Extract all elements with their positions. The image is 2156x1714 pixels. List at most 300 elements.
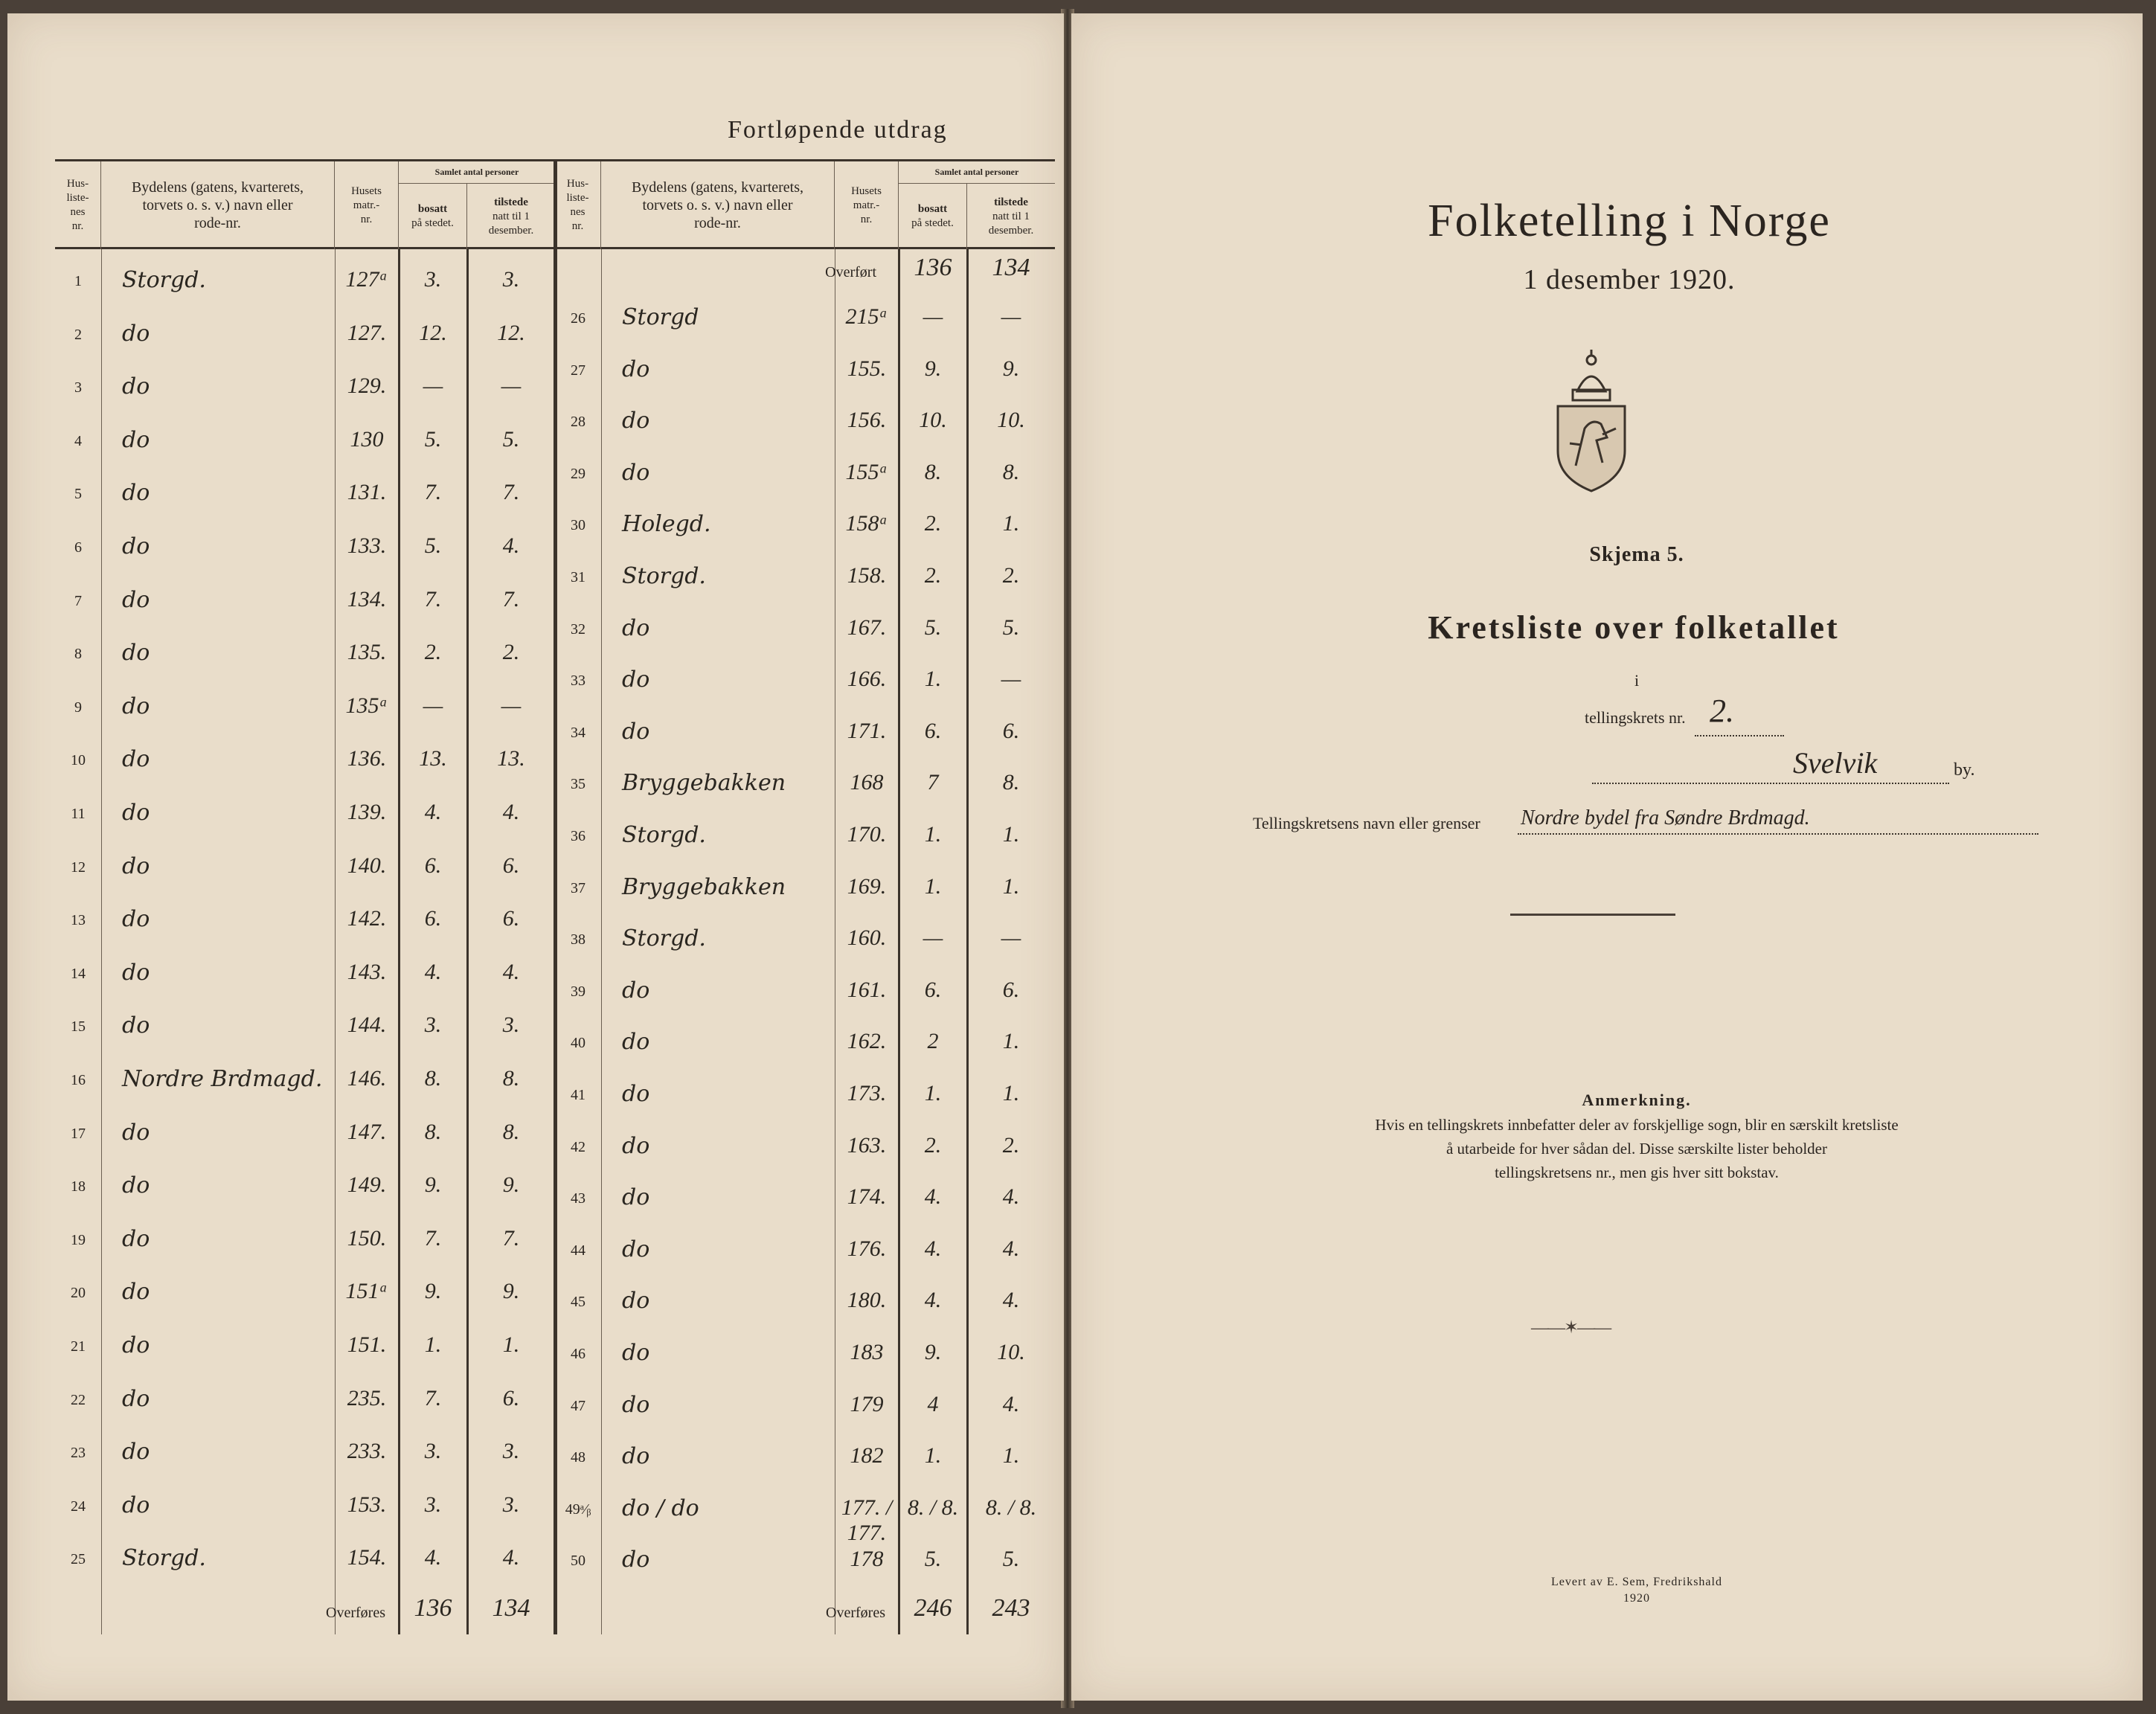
header-persons xyxy=(399,161,555,249)
row-tilstede: 9. xyxy=(502,1279,520,1304)
row-street: do xyxy=(622,667,650,693)
row-bosatt: 6. xyxy=(424,853,442,878)
row-bosatt: 3. xyxy=(424,1439,442,1464)
row-number: 28 xyxy=(571,414,585,431)
row-street: do xyxy=(122,480,150,507)
row-bosatt: 4. xyxy=(424,1545,442,1570)
table-row xyxy=(555,1020,1055,1071)
row-number: 26 xyxy=(571,310,585,327)
row-tilstede: 1. xyxy=(1002,873,1020,899)
table-row xyxy=(555,658,1055,708)
table-row xyxy=(55,791,555,841)
row-tilstede: 1. xyxy=(502,1332,520,1357)
row-tilstede: 1. xyxy=(1002,822,1020,847)
row-bosatt: 4. xyxy=(424,959,442,984)
row-matr: 143. xyxy=(347,959,387,984)
row-street: do xyxy=(122,586,150,613)
row-matr: 179 xyxy=(850,1391,884,1416)
row-street: do xyxy=(122,533,150,559)
row-tilstede: — xyxy=(501,373,522,399)
tellingskrets-value: 2. xyxy=(1710,693,1734,729)
row-number: 12 xyxy=(71,858,86,876)
row-tilstede: 4. xyxy=(1002,1288,1020,1313)
row-street: do xyxy=(122,853,150,879)
carry-in-tilstede: 134 xyxy=(992,254,1030,281)
row-tilstede: 1. xyxy=(1002,511,1020,536)
row-street: do xyxy=(122,1439,150,1466)
row-matr: 171. xyxy=(847,718,887,743)
row-tilstede: — xyxy=(501,693,522,718)
row-number: 43 xyxy=(571,1190,585,1207)
header-line: tilstede xyxy=(494,196,528,208)
row-bosatt: 5. xyxy=(424,426,442,452)
table-row xyxy=(55,578,555,629)
row-number: 6 xyxy=(74,539,82,556)
row-tilstede: 4. xyxy=(502,1545,520,1570)
row-matr: 130 xyxy=(350,426,384,452)
row-number: 49ᵃ⁄ᵦ xyxy=(565,1500,591,1518)
row-bosatt: 2. xyxy=(924,563,942,588)
row-street: do xyxy=(122,373,150,400)
row-number: 16 xyxy=(71,1072,86,1088)
row-tilstede: 6. xyxy=(1002,718,1020,743)
table-row xyxy=(55,524,555,575)
row-street: do xyxy=(622,1443,650,1470)
table-row xyxy=(555,1486,1055,1545)
row-bosatt: 7. xyxy=(424,1225,442,1251)
row-tilstede: 3. xyxy=(502,1439,520,1464)
row-bosatt: 5. xyxy=(924,614,942,640)
preposition-i: i xyxy=(1634,671,1640,690)
row-bosatt: 4. xyxy=(924,1288,942,1313)
table-row xyxy=(555,1434,1055,1485)
header-bosatt xyxy=(399,184,467,249)
header-line: Bydelens (gatens, kvarterets, xyxy=(631,179,804,196)
header-line: liste- xyxy=(566,192,589,204)
header-line: matr.- xyxy=(853,199,880,211)
table-row xyxy=(555,554,1055,605)
sheet-title: Fortløpende utdrag xyxy=(728,116,948,144)
row-number: 47 xyxy=(571,1397,585,1414)
row-tilstede: 1. xyxy=(1002,1081,1020,1105)
row-number: 50 xyxy=(571,1553,585,1570)
row-tilstede: 8. xyxy=(502,1119,520,1144)
row-tilstede: — xyxy=(1001,304,1021,329)
row-tilstede: 7. xyxy=(502,586,520,612)
row-street: do xyxy=(622,1236,650,1262)
row-street: do xyxy=(122,1225,150,1252)
row-bosatt: 2 xyxy=(927,1029,939,1054)
row-bosatt: 8. xyxy=(424,1066,442,1091)
row-matr: 162. xyxy=(847,1029,887,1054)
row-street: Storgd. xyxy=(622,563,706,589)
row-tilstede: — xyxy=(1001,667,1021,692)
row-number: 36 xyxy=(571,828,585,844)
census-date: 1 desember 1920. xyxy=(1523,264,1736,295)
carry-in-label: Overført xyxy=(825,264,876,280)
row-bosatt: 9. xyxy=(924,1340,942,1364)
row-matr: 180. xyxy=(847,1288,887,1313)
row-bosatt: 8. xyxy=(924,459,942,484)
form-title: Folketelling i Norge xyxy=(1428,196,1831,246)
row-bosatt: — xyxy=(923,304,943,329)
row-tilstede: 4. xyxy=(1002,1391,1020,1416)
row-street: Storgd xyxy=(622,304,699,330)
carry-out-label: Overføres xyxy=(826,1605,885,1621)
total-bosatt: 136 xyxy=(414,1594,452,1622)
norway-coat-of-arms-icon xyxy=(1547,347,1635,492)
row-tilstede: 10. xyxy=(997,408,1025,433)
header-line: desember. xyxy=(488,224,534,237)
printer-year: 1920 xyxy=(1623,1592,1650,1605)
row-number: 41 xyxy=(571,1087,585,1103)
tellingskrets-underline xyxy=(1695,735,1784,736)
row-street: do xyxy=(122,1492,150,1518)
table-row xyxy=(55,1270,555,1320)
row-street: do xyxy=(122,1119,150,1146)
header-line: rode-nr. xyxy=(694,215,741,231)
row-matr: 183 xyxy=(850,1340,884,1364)
row-matr: 151. xyxy=(347,1332,387,1357)
row-bosatt: 1. xyxy=(924,873,942,899)
table-row xyxy=(555,1538,1055,1588)
row-matr: 129. xyxy=(347,373,387,399)
row-street: do xyxy=(122,746,150,773)
row-bosatt: 10. xyxy=(919,408,947,433)
table-row xyxy=(555,813,1055,864)
row-street: Storgd. xyxy=(622,925,706,952)
header-line: nr. xyxy=(860,213,873,225)
header-line: Hus- xyxy=(66,178,89,190)
row-bosatt: 3. xyxy=(424,267,442,292)
row-matr: 167. xyxy=(847,614,887,640)
carry-in-bosatt: 136 xyxy=(914,254,952,281)
header-line: bosatt xyxy=(417,203,448,215)
row-bosatt: 7. xyxy=(424,586,442,612)
row-street: do xyxy=(122,959,150,986)
row-tilstede: 9. xyxy=(502,1172,520,1198)
table-row xyxy=(555,969,1055,1019)
row-number: 14 xyxy=(71,965,86,982)
row-bosatt: 13. xyxy=(419,746,447,771)
row-bosatt: 1. xyxy=(424,1332,442,1357)
town-value: Svelvik xyxy=(1793,746,1878,780)
row-street: do xyxy=(622,718,650,745)
boundary-underline xyxy=(1518,833,2038,835)
row-matr: 233. xyxy=(347,1439,387,1464)
row-tilstede: 13. xyxy=(497,746,525,771)
header-line: torvets o. s. v.) navn eller xyxy=(142,197,293,214)
row-tilstede: 4. xyxy=(502,959,520,984)
header-house-list-nr xyxy=(55,161,101,249)
table-row xyxy=(55,737,555,788)
header-line: desember. xyxy=(988,224,1034,237)
header-line: nr. xyxy=(571,220,584,232)
row-number: 19 xyxy=(71,1231,86,1248)
header-line: nr. xyxy=(360,213,373,225)
row-bosatt: 4. xyxy=(424,800,442,824)
row-tilstede: 2. xyxy=(502,640,520,665)
row-matr: 139. xyxy=(347,800,387,824)
row-bosatt: 9. xyxy=(424,1279,442,1304)
row-matr: 182 xyxy=(850,1443,884,1469)
header-persons-group: Samlet antal personer xyxy=(899,161,1055,184)
header-line: nr. xyxy=(71,220,84,232)
row-matr: 135ᵃ xyxy=(345,693,388,718)
header-line: på stedet. xyxy=(911,217,954,229)
remark-line-1: Hvis en tellingskrets innbefatter deler av forskjellige sogn, blir en særskilt kretsliste xyxy=(1375,1116,1899,1134)
row-bosatt: 8. xyxy=(424,1119,442,1144)
row-street: do xyxy=(622,1132,650,1159)
header-street-name xyxy=(601,161,835,249)
row-matr: 170. xyxy=(847,822,887,847)
table-row xyxy=(555,1175,1055,1226)
row-number: 39 xyxy=(571,983,585,1000)
row-tilstede: 3. xyxy=(502,1012,520,1038)
table-row xyxy=(555,451,1055,501)
row-number: 8 xyxy=(74,646,82,663)
row-tilstede: 6. xyxy=(502,853,520,878)
row-tilstede: 5. xyxy=(502,426,520,452)
row-number: 10 xyxy=(71,752,86,769)
row-matr: 142. xyxy=(347,906,387,931)
list-heading: Kretsliste over folketallet xyxy=(1428,609,1840,646)
row-tilstede: 1. xyxy=(1002,1443,1020,1469)
row-number: 35 xyxy=(571,776,585,793)
table-row xyxy=(55,684,555,735)
header-line: tilstede xyxy=(994,196,1028,208)
row-matr: 151ᵃ xyxy=(345,1279,388,1304)
row-tilstede: 8. / 8. xyxy=(985,1495,1037,1520)
row-bosatt: 2. xyxy=(924,511,942,536)
row-street: do xyxy=(622,614,650,641)
row-matr: 156. xyxy=(847,408,887,433)
row-number: 34 xyxy=(571,724,585,741)
table-row xyxy=(55,258,555,309)
table-row xyxy=(55,631,555,681)
header-line: Hus- xyxy=(566,178,589,190)
row-street: do xyxy=(122,1385,150,1412)
header-bosatt xyxy=(899,184,967,249)
row-number: 20 xyxy=(71,1285,86,1302)
total-tilstede: 134 xyxy=(492,1594,530,1622)
row-tilstede: 8. xyxy=(1002,459,1020,484)
row-number: 15 xyxy=(71,1018,86,1036)
row-street: do xyxy=(122,693,150,719)
header-tilstede xyxy=(967,184,1055,249)
row-tilstede: 7. xyxy=(502,480,520,505)
row-street: do xyxy=(122,320,150,347)
row-tilstede: 6. xyxy=(502,1385,520,1410)
row-number: 44 xyxy=(571,1242,585,1259)
row-tilstede: 5. xyxy=(1002,1547,1020,1572)
row-street: do / do xyxy=(622,1495,699,1521)
row-number: 21 xyxy=(71,1338,86,1355)
row-street: do xyxy=(122,426,150,453)
row-number: 4 xyxy=(74,432,82,449)
row-matr: 235. xyxy=(347,1385,387,1410)
header-line: Husets xyxy=(851,184,882,197)
header-street-name xyxy=(101,161,335,249)
row-bosatt: 1. xyxy=(924,667,942,692)
table-row xyxy=(55,1057,555,1108)
table-row xyxy=(55,365,555,415)
row-number: 32 xyxy=(571,620,585,638)
table-row xyxy=(55,1430,555,1480)
row-street: Nordre Brdmagd. xyxy=(122,1066,323,1092)
table-row xyxy=(55,1111,555,1161)
table-row xyxy=(55,844,555,895)
row-tilstede: 4. xyxy=(1002,1236,1020,1261)
tellingskrets-label: tellingskrets nr. xyxy=(1585,708,1686,727)
row-street: do xyxy=(622,1184,650,1211)
row-number: 5 xyxy=(74,486,82,503)
header-line: på stedet. xyxy=(411,217,454,229)
row-number: 22 xyxy=(71,1391,86,1408)
table-header xyxy=(555,161,1055,249)
printer-name: Levert av E. Sem, Fredrikshald xyxy=(1551,1576,1722,1588)
header-line: Bydelens (gatens, kvarterets, xyxy=(131,179,304,196)
row-matr: 134. xyxy=(347,586,387,612)
row-matr: 146. xyxy=(347,1066,387,1091)
row-matr: 131. xyxy=(347,480,387,505)
header-matr-nr xyxy=(835,161,899,249)
carry-out-label: Overføres xyxy=(326,1605,385,1621)
table-row xyxy=(555,1383,1055,1434)
row-bosatt: 5. xyxy=(424,533,442,558)
remark-line-3: tellingskretsens nr., men gis hver sitt bokstav. xyxy=(1495,1163,1779,1181)
remark-line-2: å utarbeide for hver sådan del. Disse særskilte lister beholder xyxy=(1446,1140,1827,1158)
row-bosatt: 4 xyxy=(927,1391,939,1416)
table-row xyxy=(55,418,555,469)
row-matr: 161. xyxy=(847,977,887,1002)
row-tilstede: — xyxy=(1001,925,1021,951)
header-tilstede xyxy=(467,184,555,249)
row-matr: 127. xyxy=(347,320,387,345)
header-line: natt til 1 xyxy=(992,210,1030,222)
row-tilstede: 3. xyxy=(502,267,520,292)
row-street: do xyxy=(622,1391,650,1418)
row-street: do xyxy=(622,356,650,382)
row-tilstede: 5. xyxy=(1002,614,1020,640)
row-tilstede: 6. xyxy=(1002,977,1020,1002)
row-matr: 127ᵃ xyxy=(345,267,388,292)
row-number: 40 xyxy=(571,1035,585,1052)
row-street: do xyxy=(622,1029,650,1056)
row-bosatt: 9. xyxy=(424,1172,442,1198)
row-matr: 136. xyxy=(347,746,387,771)
row-tilstede: 2. xyxy=(1002,563,1020,588)
row-bosatt: 1. xyxy=(924,1081,942,1105)
table-right-half xyxy=(555,161,1055,1634)
row-bosatt: 6. xyxy=(924,718,942,743)
header-house-list-nr xyxy=(555,161,601,249)
row-matr: 168 xyxy=(850,770,884,795)
boundary-label: Tellingskretsens navn eller grenser xyxy=(1253,814,1480,832)
row-bosatt: 1. xyxy=(924,822,942,847)
table-header xyxy=(55,161,555,249)
total-bosatt: 246 xyxy=(914,1594,952,1622)
row-street: Storgd. xyxy=(122,267,206,293)
row-matr: 153. xyxy=(347,1492,387,1517)
table-row xyxy=(555,1124,1055,1175)
table-row xyxy=(55,1004,555,1054)
row-number: 45 xyxy=(571,1294,585,1311)
header-line: torvets o. s. v.) navn eller xyxy=(642,197,793,214)
table-row xyxy=(555,399,1055,449)
row-number: 7 xyxy=(74,592,82,609)
right-page xyxy=(1071,13,2143,1701)
table-row xyxy=(555,295,1055,346)
row-street: Holegd. xyxy=(622,511,711,538)
row-bosatt: 1. xyxy=(924,1443,942,1469)
carry-out-row xyxy=(555,1590,1055,1634)
row-street: do xyxy=(622,977,650,1004)
row-bosatt: 2. xyxy=(424,640,442,665)
header-persons xyxy=(899,161,1055,249)
row-bosatt: 7 xyxy=(927,770,939,795)
table-row xyxy=(555,1279,1055,1329)
row-bosatt: 6. xyxy=(924,977,942,1002)
row-number: 1 xyxy=(74,273,82,289)
row-tilstede: 4. xyxy=(502,533,520,558)
row-matr: 178 xyxy=(850,1547,884,1572)
row-matr: 135. xyxy=(347,640,387,665)
row-bosatt: 7. xyxy=(424,480,442,505)
divider-rule xyxy=(1510,914,1675,916)
row-bosatt: 4. xyxy=(924,1184,942,1210)
row-matr: 155ᵃ xyxy=(845,459,888,484)
carry-in-row xyxy=(555,249,1055,295)
row-number: 11 xyxy=(71,806,86,822)
table-row xyxy=(55,1377,555,1428)
header-line: natt til 1 xyxy=(493,210,530,222)
row-bosatt: 3. xyxy=(424,1492,442,1517)
table-row xyxy=(555,865,1055,916)
row-bosatt: — xyxy=(423,373,443,399)
row-matr: 147. xyxy=(347,1119,387,1144)
row-matr: 150. xyxy=(347,1225,387,1251)
row-bosatt: — xyxy=(923,925,943,951)
header-matr-nr xyxy=(335,161,399,249)
total-tilstede: 243 xyxy=(992,1594,1030,1622)
row-bosatt: — xyxy=(423,693,443,718)
row-street: do xyxy=(122,906,150,933)
row-street: Storgd. xyxy=(622,822,706,848)
header-line: Husets xyxy=(351,184,382,197)
row-number: 46 xyxy=(571,1346,585,1362)
row-matr: 160. xyxy=(847,925,887,951)
row-street: do xyxy=(122,1012,150,1039)
row-tilstede: 7. xyxy=(502,1225,520,1251)
header-line: liste- xyxy=(66,192,89,204)
row-bosatt: 4. xyxy=(924,1236,942,1261)
left-page xyxy=(7,13,1064,1701)
row-matr: 133. xyxy=(347,533,387,558)
row-matr: 166. xyxy=(847,667,887,692)
row-number: 27 xyxy=(571,362,585,379)
row-matr: 174. xyxy=(847,1184,887,1210)
row-bosatt: 3. xyxy=(424,1012,442,1038)
row-street: Bryggebakken xyxy=(622,873,786,900)
row-matr: 154. xyxy=(347,1545,387,1570)
row-matr: 158ᵃ xyxy=(845,511,888,536)
row-bosatt: 6. xyxy=(424,906,442,931)
row-matr: 173. xyxy=(847,1081,887,1105)
row-number: 37 xyxy=(571,879,585,896)
table-row xyxy=(55,471,555,521)
row-bosatt: 8. / 8. xyxy=(907,1495,959,1520)
